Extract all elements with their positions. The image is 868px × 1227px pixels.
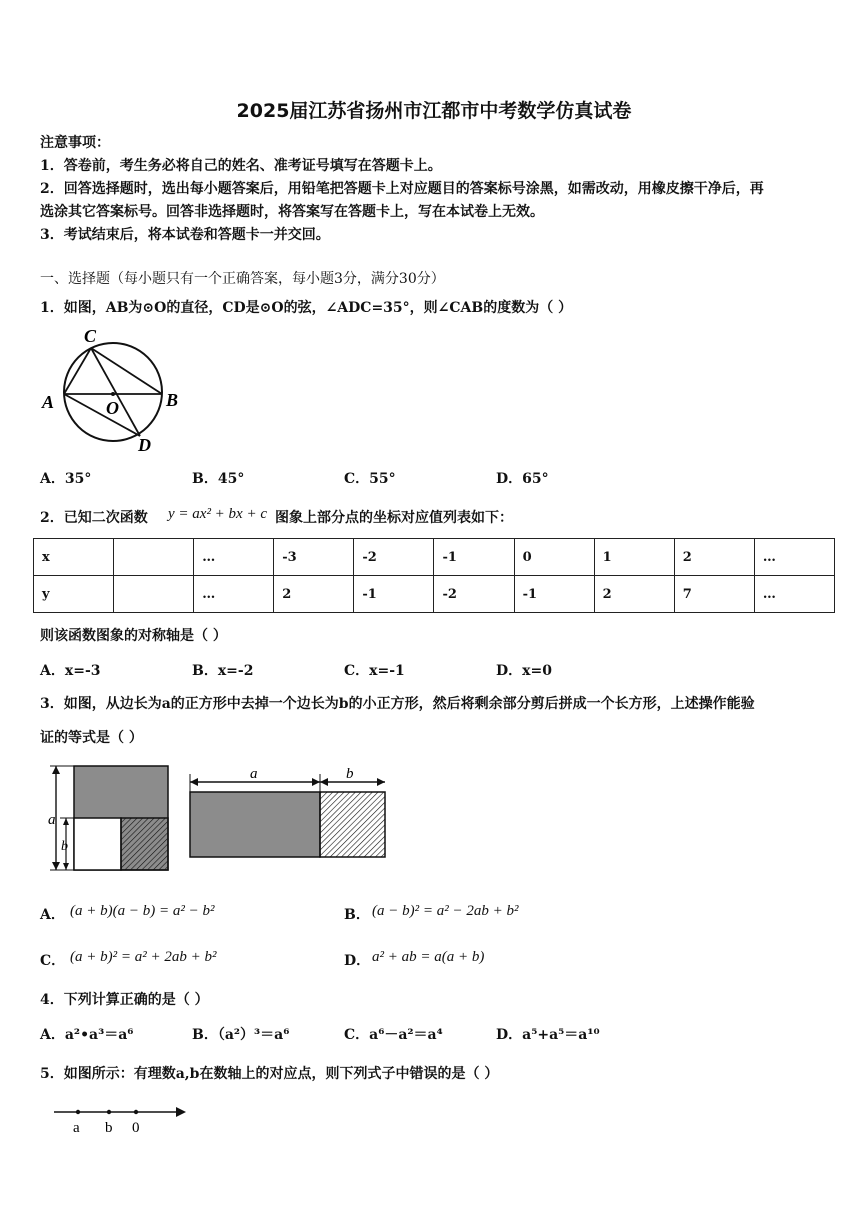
q3-option-b-letter: B．	[344, 907, 370, 923]
q2-table-row-y	[34, 576, 835, 613]
q2-cell: y	[34, 576, 114, 613]
q1-option-d: D．65°	[496, 471, 549, 487]
q2-cell: …	[194, 539, 274, 576]
q4-option-d: D．a⁵+a⁵＝a¹⁰	[496, 1027, 600, 1043]
q5-point-zero	[134, 1110, 138, 1114]
q3-label-b-left: b	[61, 839, 68, 854]
q2-cell: 1	[594, 539, 674, 576]
q2-cell: -2	[354, 539, 434, 576]
q2-cell: …	[194, 576, 274, 613]
q3-label-b-top: b	[346, 766, 354, 782]
q1-label-a: A	[42, 392, 55, 412]
q2-table-row-x	[34, 539, 835, 576]
q2-cell: -2	[434, 576, 514, 613]
notice-item-3: 3．考试结束后，将本试卷和答题卡一并交回。	[40, 227, 330, 243]
q3-square-figure	[44, 758, 394, 876]
q2-cell	[114, 576, 194, 613]
q5-label-zero: 0	[132, 1120, 140, 1136]
q1-label-b: B	[166, 390, 179, 410]
q3-option-c-formula: (a + b)² = a² + 2ab + b²	[70, 949, 217, 965]
q2-cell: 2	[594, 576, 674, 613]
notice-heading: 注意事项：	[40, 135, 110, 151]
q2-cell: 0	[514, 539, 594, 576]
q2-stem-pre: 2．已知二次函数	[40, 510, 148, 526]
q2-question: 则该函数图象的对称轴是（ ）	[40, 628, 227, 644]
q1-label-c: C	[84, 326, 97, 346]
q3-label-a-top: a	[250, 766, 258, 782]
q4-option-a: A．a²•a³＝a⁶	[40, 1027, 134, 1043]
q5-number-line	[48, 1100, 198, 1140]
q2-cell: -1	[434, 539, 514, 576]
q3-option-a-letter: A．	[40, 907, 65, 923]
q3-label-a-left: a	[48, 812, 56, 828]
q2-cell: …	[754, 539, 834, 576]
q2-cell: -1	[514, 576, 594, 613]
q1-option-c: C．55°	[344, 471, 396, 487]
q1-stem: 1．如图，AB为⊙O的直径，CD是⊙O的弦，∠ADC=35°，则∠CAB的度数为（ ）	[40, 300, 573, 316]
q5-stem: 5．如图所示：有理数a,b在数轴上的对应点，则下列式子中错误的是（ ）	[40, 1066, 499, 1082]
q2-cell: 7	[674, 576, 754, 613]
notice-item-2: 2．回答选择题时，选出每小题答案后，用铅笔把答题卡上对应题目的答案标号涂黑，如需改动，用橡皮擦干净后，再	[40, 181, 764, 197]
q5-point-b	[107, 1110, 111, 1114]
q2-option-d: D．x=0	[496, 663, 552, 679]
q1-circle-figure	[36, 326, 186, 456]
q2-cell: -3	[274, 539, 354, 576]
q3-stem-line2: 证的等式是（ ）	[40, 730, 143, 746]
q2-option-b: B．x=-2	[192, 663, 254, 679]
notice-item-1: 1．答卷前，考生务必将自己的姓名、准考证号填写在答题卡上。	[40, 158, 442, 174]
q2-cell: 2	[674, 539, 754, 576]
q2-cell: 2	[274, 576, 354, 613]
section-heading: 一、选择题（每小题只有一个正确答案，每小题3分，满分30分）	[40, 271, 445, 287]
q4-option-b: B．（a²）³＝a⁶	[192, 1027, 290, 1043]
q4-option-c: C．a⁶－a²＝a⁴	[344, 1027, 443, 1043]
q1-option-a: A．35°	[40, 471, 92, 487]
q2-option-a: A．x=-3	[40, 663, 101, 679]
page-title: 2025届江苏省扬州市江都市中考数学仿真试卷	[236, 100, 632, 122]
q2-cell: -1	[354, 576, 434, 613]
q1-label-o: O	[106, 398, 119, 418]
q3-option-a-formula: (a + b)(a − b) = a² − b²	[70, 903, 215, 919]
q2-stem-post: 图象上部分点的坐标对应值列表如下：	[275, 510, 513, 526]
q5-point-a	[76, 1110, 80, 1114]
q2-value-table	[33, 538, 835, 613]
notice-item-2-cont: 选涂其它答案标号。回答非选择题时，将答案写在答题卡上，写在本试卷上无效。	[40, 204, 544, 220]
q3-option-c-letter: C．	[40, 953, 66, 969]
q4-stem: 4．下列计算正确的是（ ）	[40, 992, 209, 1008]
q2-cell	[114, 539, 194, 576]
q5-label-a: a	[73, 1120, 80, 1136]
q2-option-c: C．x=-1	[344, 663, 405, 679]
q1-label-d: D	[138, 435, 151, 455]
q2-cell: …	[754, 576, 834, 613]
q3-option-b-formula: (a − b)² = a² − 2ab + b²	[372, 903, 519, 919]
q3-option-d-letter: D．	[344, 953, 371, 969]
q3-stem-line1: 3．如图，从边长为a的正方形中去掉一个边长为b的小正方形，然后将剩余部分剪后拼成一个长方形，上述操作能验	[40, 696, 755, 712]
q3-option-d-formula: a² + ab = a(a + b)	[372, 949, 485, 965]
q2-formula: y = ax² + bx + c	[168, 506, 267, 522]
q2-cell: x	[34, 539, 114, 576]
q5-label-b: b	[105, 1120, 113, 1136]
q1-option-b: B．45°	[192, 471, 245, 487]
